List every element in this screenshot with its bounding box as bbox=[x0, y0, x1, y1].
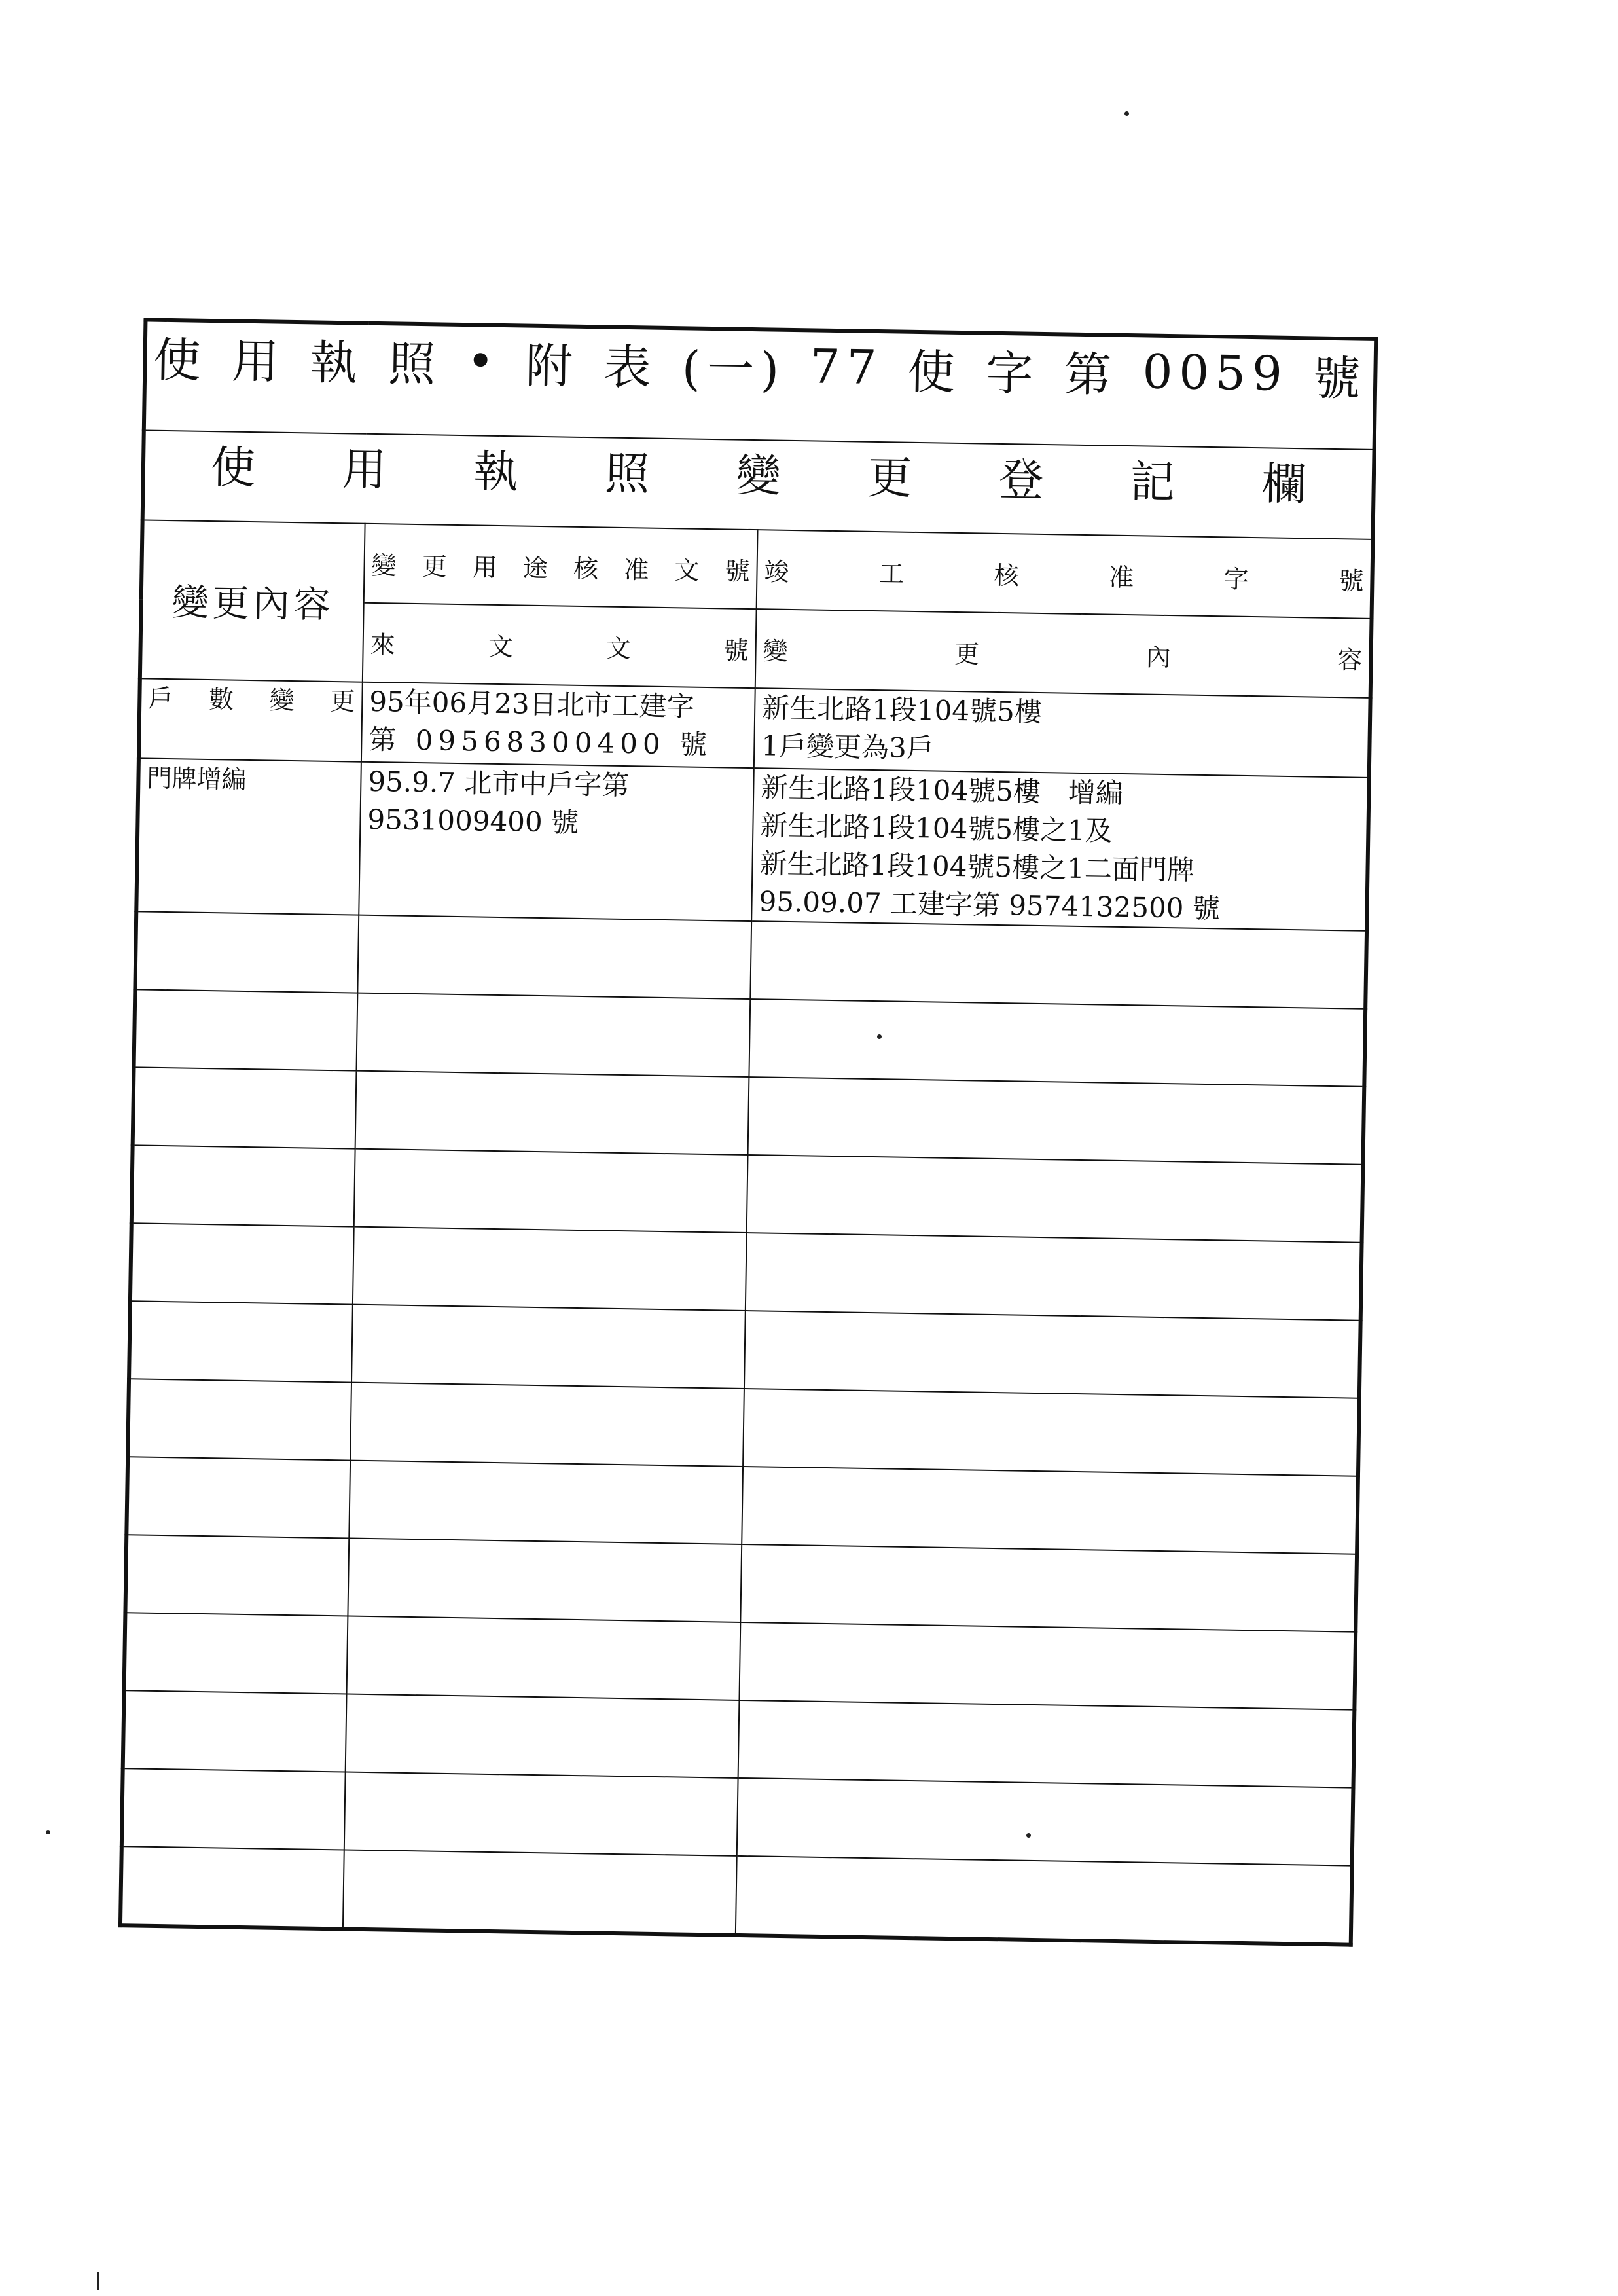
title-part: 使 bbox=[153, 332, 208, 388]
empty-cell bbox=[123, 1690, 347, 1772]
empty-cell bbox=[350, 1383, 744, 1467]
content-line: 新生北路1段104號5樓 增編 bbox=[760, 771, 1124, 809]
header-char: 變 bbox=[763, 636, 788, 666]
subtitle-char: 欄 bbox=[1261, 458, 1307, 511]
row-kind-char: 數 bbox=[208, 685, 234, 714]
doc-line: 第 09568300400 號 bbox=[369, 723, 713, 761]
empty-cell bbox=[347, 1616, 741, 1700]
row-kind bbox=[136, 758, 361, 915]
scan-speck bbox=[877, 1034, 882, 1039]
content-line: 95.09.07 工建字第 9574132500 號 bbox=[759, 885, 1221, 925]
doc-line: 95年06月23日北市工建字 bbox=[369, 685, 695, 723]
header-char: 文 bbox=[488, 632, 514, 662]
content-line: 新生北路1段104號5樓 bbox=[761, 691, 1043, 729]
title-part: 使 bbox=[907, 344, 962, 401]
header-change-details bbox=[755, 609, 1372, 698]
header-char: 文 bbox=[605, 634, 631, 664]
scan-speck bbox=[1124, 111, 1129, 116]
empty-cell bbox=[746, 1233, 1362, 1321]
empty-cell bbox=[740, 1544, 1357, 1632]
title-part: 用 bbox=[231, 333, 286, 390]
title-part: 照 bbox=[387, 336, 442, 392]
header-char: 字 bbox=[1223, 564, 1249, 594]
scan-speck bbox=[46, 1830, 50, 1834]
license-attachment-form bbox=[118, 318, 1375, 1954]
empty-cell bbox=[344, 1772, 738, 1856]
row-kind bbox=[139, 678, 363, 761]
header-change-content: 變更內容 bbox=[140, 520, 365, 682]
row-doc-number bbox=[359, 762, 754, 921]
header-char: 號 bbox=[1339, 566, 1364, 596]
form-title bbox=[144, 319, 1376, 450]
subtitle-char: 使 bbox=[210, 442, 256, 495]
subtitle-char: 記 bbox=[1130, 456, 1176, 509]
empty-cell bbox=[126, 1457, 350, 1538]
empty-cell bbox=[750, 921, 1367, 1009]
empty-cell bbox=[129, 1301, 353, 1382]
header-char: 容 bbox=[1337, 646, 1363, 675]
empty-cell bbox=[130, 1223, 354, 1304]
subtitle-char: 登 bbox=[998, 454, 1044, 507]
empty-cell bbox=[736, 1856, 1352, 1945]
row-change-content bbox=[751, 768, 1369, 931]
title-part: 執 bbox=[309, 335, 365, 391]
title-part: 號 bbox=[1312, 350, 1367, 407]
empty-cell bbox=[748, 1077, 1365, 1165]
header-char: 更 bbox=[422, 552, 448, 581]
header-char: 核 bbox=[994, 560, 1020, 591]
empty-cell bbox=[742, 1467, 1358, 1554]
row-kind-text: 門牌增編 bbox=[147, 763, 247, 794]
empty-cell bbox=[134, 989, 358, 1070]
empty-cell bbox=[122, 1768, 346, 1850]
subtitle-char: 變 bbox=[736, 450, 782, 503]
scan-mark bbox=[97, 2272, 99, 2290]
empty-cell bbox=[120, 1846, 344, 1929]
empty-cell bbox=[132, 1145, 355, 1226]
empty-cell bbox=[351, 1305, 746, 1389]
empty-cell bbox=[737, 1778, 1354, 1866]
header-char: 用 bbox=[472, 553, 498, 582]
title-part: 字 bbox=[985, 345, 1041, 401]
row-kind-char: 戶 bbox=[148, 683, 173, 714]
title-part: 表 bbox=[603, 339, 658, 395]
title-part: 0059 bbox=[1142, 344, 1289, 401]
title-part: • bbox=[466, 333, 501, 389]
title-part: 77 bbox=[810, 338, 884, 395]
header-char: 准 bbox=[623, 555, 649, 585]
doc-line: 95.9.7 北市中戶字第 bbox=[368, 765, 630, 802]
subtitle-char: 用 bbox=[342, 444, 387, 497]
empty-cell bbox=[744, 1311, 1361, 1398]
form-title-text bbox=[153, 322, 1367, 409]
row-doc-number bbox=[361, 682, 755, 768]
header-char: 竣 bbox=[764, 557, 789, 587]
header-char: 工 bbox=[878, 559, 905, 589]
title-part: 附 bbox=[525, 338, 580, 394]
table-row bbox=[136, 758, 1369, 931]
empty-cell bbox=[743, 1389, 1359, 1476]
empty-cell bbox=[133, 1067, 357, 1148]
empty-cell bbox=[348, 1539, 742, 1622]
header-char: 來 bbox=[370, 630, 396, 660]
header-char: 文 bbox=[674, 556, 700, 585]
empty-cell bbox=[349, 1461, 743, 1544]
empty-cell bbox=[747, 1155, 1363, 1243]
empty-cell bbox=[355, 1071, 749, 1155]
empty-cell bbox=[749, 999, 1365, 1087]
doc-line: 9531009400 號 bbox=[367, 803, 579, 839]
header-completion-approval-number bbox=[757, 530, 1373, 619]
header-char: 號 bbox=[725, 556, 750, 586]
subtitle-char: 更 bbox=[867, 452, 913, 505]
header-char: 更 bbox=[954, 639, 980, 669]
header-approval-doc-number bbox=[364, 524, 758, 609]
empty-rows bbox=[120, 911, 1367, 1944]
row-kind-char: 變 bbox=[269, 685, 295, 716]
header-char: 號 bbox=[723, 636, 749, 665]
subtitle-char: 執 bbox=[473, 446, 518, 499]
change-registration-table bbox=[118, 318, 1378, 1946]
subtitle-char: 照 bbox=[604, 448, 650, 501]
header-char: 變 bbox=[371, 551, 397, 581]
title-part: 第 bbox=[1064, 346, 1119, 403]
empty-cell bbox=[357, 915, 751, 999]
empty-cell bbox=[128, 1379, 351, 1460]
empty-cell bbox=[356, 993, 750, 1077]
title-part: (一) bbox=[681, 340, 786, 397]
empty-cell bbox=[354, 1149, 748, 1233]
header-char: 途 bbox=[522, 553, 548, 583]
header-char: 內 bbox=[1145, 642, 1172, 672]
empty-cell bbox=[353, 1227, 747, 1311]
empty-cell bbox=[346, 1694, 740, 1778]
row-kind-char: 更 bbox=[329, 686, 355, 716]
empty-cell bbox=[135, 911, 359, 993]
empty-cell bbox=[343, 1850, 737, 1935]
empty-cell bbox=[739, 1622, 1356, 1710]
content-line: 新生北路1段104號5樓之1二面門牌 bbox=[759, 847, 1195, 886]
empty-cell bbox=[124, 1613, 348, 1694]
header-incoming-doc-number bbox=[363, 603, 757, 688]
empty-cell bbox=[125, 1535, 349, 1616]
scan-speck bbox=[1026, 1833, 1031, 1838]
row-change-content bbox=[754, 688, 1371, 778]
empty-cell bbox=[738, 1700, 1355, 1788]
header-char: 准 bbox=[1108, 562, 1134, 592]
content-line: 1戶變更為3戶 bbox=[761, 729, 935, 765]
content-line: 新生北路1段104號5樓之1及 bbox=[760, 809, 1113, 847]
header-char: 核 bbox=[573, 554, 599, 584]
